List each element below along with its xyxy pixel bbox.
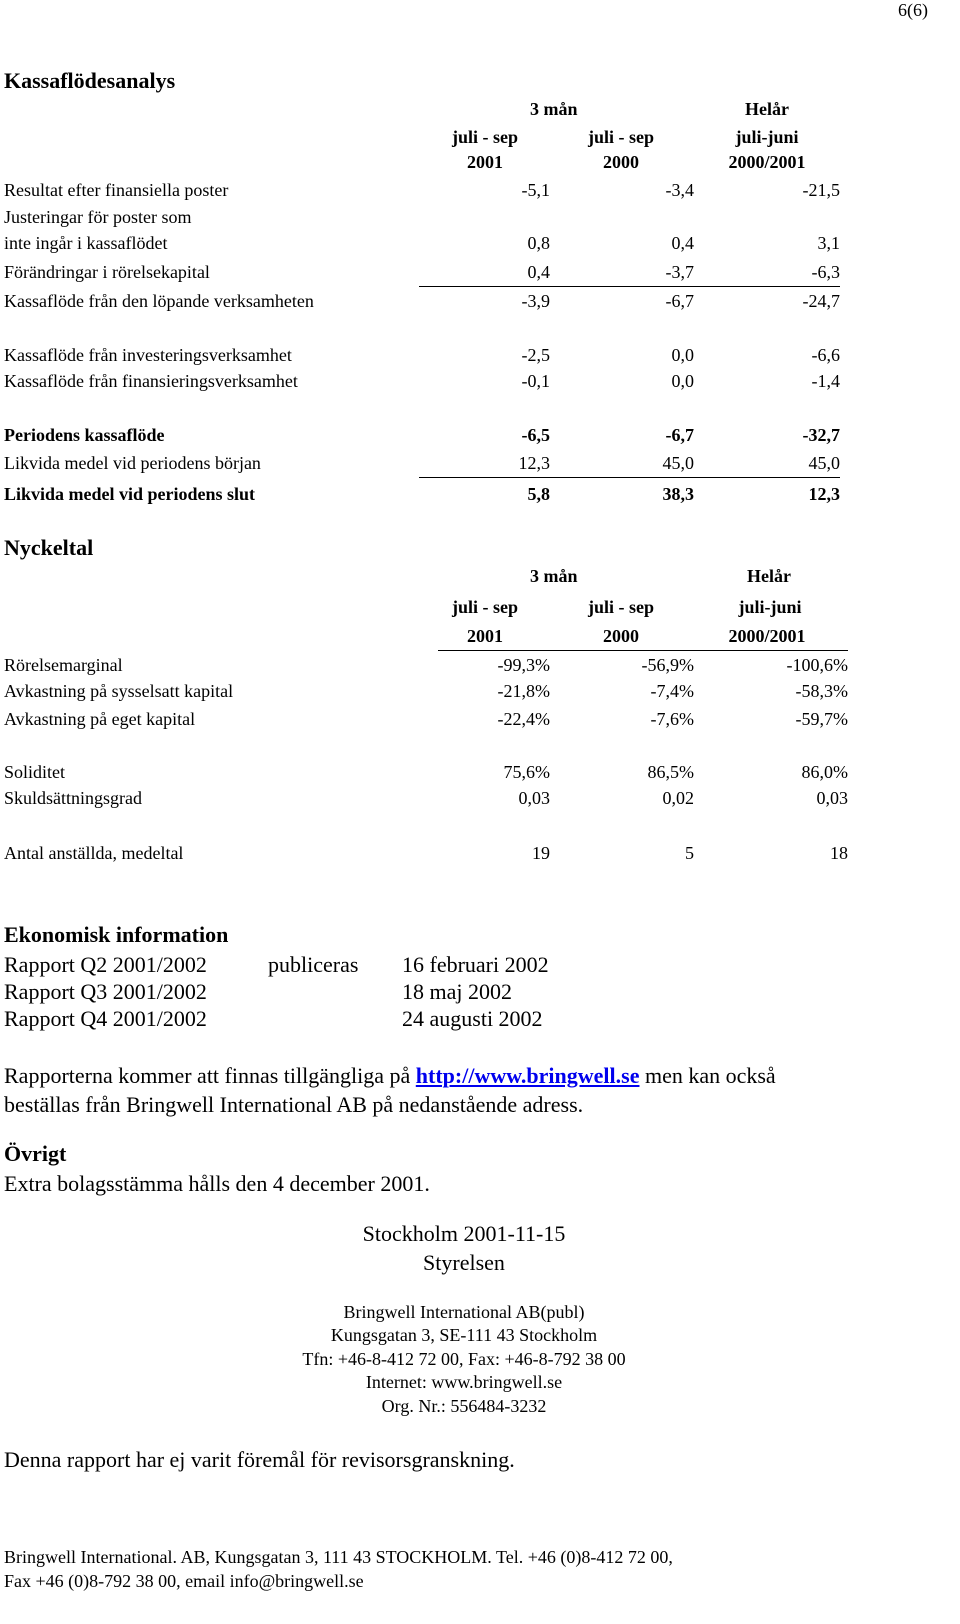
table-cell: 5 <box>685 843 694 863</box>
table-cell: -7,6% <box>650 709 694 729</box>
table-cell: 5,8 <box>527 484 550 504</box>
table-row-label: Periodens kassaflöde <box>4 425 165 445</box>
cashflow-col2-year: 2000 <box>603 152 639 172</box>
address-org-number: Org. Nr.: 556484-3232 <box>381 1396 547 1416</box>
table-row-label: Rörelsemarginal <box>4 655 123 675</box>
report-name: Rapport Q3 2001/2002 <box>4 979 207 1004</box>
cashflow-title: Kassaflödesanalys <box>4 68 176 93</box>
divider <box>419 477 840 478</box>
keyfigures-group-helar: Helår <box>747 566 791 586</box>
cashflow-col3-year: 2000/2001 <box>728 152 806 172</box>
table-cell: -56,9% <box>641 655 694 675</box>
table-row-label: Kassaflöde från finansieringsverksamhet <box>4 371 298 391</box>
table-cell: 0,4 <box>527 262 550 282</box>
report-name: Rapport Q4 2001/2002 <box>4 1006 207 1031</box>
table-row-label: Antal anställda, medeltal <box>4 843 184 863</box>
cashflow-group-3man: 3 mån <box>530 99 578 119</box>
table-cell: -1,4 <box>811 371 840 391</box>
keyfigures-col2-year: 2000 <box>603 626 639 646</box>
page-number: 6(6) <box>898 0 928 20</box>
divider <box>438 650 848 651</box>
keyfigures-col1-period: juli - sep <box>451 597 518 617</box>
divider <box>419 286 840 287</box>
table-cell: -6,7 <box>665 425 694 445</box>
table-cell: -99,3% <box>497 655 550 675</box>
table-cell: -58,3% <box>795 681 848 701</box>
table-cell: -21,5 <box>802 180 840 200</box>
table-row-label: Skuldsättningsgrad <box>4 788 142 808</box>
table-cell: -6,7 <box>665 291 694 311</box>
table-cell: -5,1 <box>521 180 550 200</box>
website-link[interactable]: http://www.bringwell.se <box>415 1063 640 1088</box>
other-title: Övrigt <box>4 1141 67 1166</box>
table-cell: -3,4 <box>665 180 694 200</box>
keyfigures-group-3man: 3 mån <box>530 566 578 586</box>
table-cell: -3,7 <box>665 262 694 282</box>
address-internet: Internet: www.bringwell.se <box>365 1372 563 1392</box>
table-cell: 0,4 <box>671 233 694 253</box>
table-cell: 0,8 <box>527 233 550 253</box>
table-cell: 0,02 <box>662 788 694 808</box>
table-cell: 0,0 <box>671 345 694 365</box>
other-text: Extra bolagsstämma hålls den 4 december 2001. <box>4 1171 430 1196</box>
footer-line2: Fax +46 (0)8-792 38 00, email info@bringwell.se <box>4 1571 364 1591</box>
table-cell: 86,0% <box>801 762 848 782</box>
cashflow-col3-period: juli-juni <box>735 127 799 147</box>
audit-note: Denna rapport har ej varit föremål för revisorsgranskning. <box>4 1447 515 1472</box>
economic-info-title: Ekonomisk information <box>4 922 229 947</box>
table-row-label: Likvida medel vid periodens slut <box>4 484 256 504</box>
report-verb: publiceras <box>268 952 359 977</box>
table-cell: -6,5 <box>521 425 550 445</box>
table-cell: 19 <box>532 843 550 863</box>
table-row-label: inte ingår i kassaflödet <box>4 233 168 253</box>
table-cell: -100,6% <box>786 655 848 675</box>
availability-pre: Rapporterna kommer att finnas tillgängliga på <box>4 1063 411 1088</box>
report-name: Rapport Q2 2001/2002 <box>4 952 207 977</box>
report-date: 24 augusti 2002 <box>402 1006 543 1031</box>
cashflow-col1-year: 2001 <box>467 152 503 172</box>
availability-text <box>4 1063 776 1089</box>
signature-place-date: Stockholm 2001-11-15 <box>362 1221 566 1246</box>
table-cell: -24,7 <box>802 291 840 311</box>
address-company: Bringwell International AB(publ) <box>343 1302 585 1322</box>
keyfigures-title: Nyckeltal <box>4 535 94 560</box>
table-cell: -59,7% <box>795 709 848 729</box>
table-row-label: Kassaflöde från den löpande verksamheten <box>4 291 314 311</box>
table-cell: -32,7 <box>802 425 840 445</box>
table-cell: 3,1 <box>817 233 840 253</box>
keyfigures-col3-period: juli-juni <box>738 597 802 617</box>
report-date: 18 maj 2002 <box>402 979 512 1004</box>
table-cell: 75,6% <box>503 762 550 782</box>
table-cell: -2,5 <box>521 345 550 365</box>
table-cell: 12,3 <box>518 453 550 473</box>
table-row-label: Justeringar för poster som <box>4 207 192 227</box>
address-street: Kungsgatan 3, SE-111 43 Stockholm <box>330 1325 598 1345</box>
table-cell: -0,1 <box>521 371 550 391</box>
table-row-label: Soliditet <box>4 762 66 782</box>
table-cell: 18 <box>830 843 848 863</box>
table-cell: -7,4% <box>650 681 694 701</box>
cashflow-col2-period: juli - sep <box>587 127 654 147</box>
footer-line1: Bringwell International. AB, Kungsgatan 3, 111 43 STOCKHOLM. Tel. +46 (0)8-412 72 00, <box>4 1547 673 1567</box>
availability-line2: beställas från Bringwell International AB på nedanstående adress. <box>4 1092 584 1117</box>
table-cell: -6,6 <box>811 345 840 365</box>
report-date: 16 februari 2002 <box>402 952 549 977</box>
cashflow-group-helar: Helår <box>745 99 789 119</box>
table-cell: 45,0 <box>808 453 840 473</box>
signature-signer: Styrelsen <box>423 1250 505 1275</box>
table-cell: 86,5% <box>647 762 694 782</box>
table-row-label: Kassaflöde från investeringsverksamhet <box>4 345 292 365</box>
table-cell: 0,0 <box>671 371 694 391</box>
availability-post: men kan också <box>644 1063 776 1088</box>
table-cell: -22,4% <box>497 709 550 729</box>
table-cell: 0,03 <box>816 788 848 808</box>
table-row-label: Resultat efter finansiella poster <box>4 180 229 200</box>
table-row-label: Avkastning på eget kapital <box>4 709 196 729</box>
keyfigures-col1-year: 2001 <box>467 626 503 646</box>
table-cell: 38,3 <box>662 484 694 504</box>
keyfigures-col2-period: juli - sep <box>587 597 654 617</box>
table-row-label: Avkastning på sysselsatt kapital <box>4 681 234 701</box>
keyfigures-col3-year: 2000/2001 <box>728 626 806 646</box>
table-cell: 12,3 <box>808 484 840 504</box>
cashflow-col1-period: juli - sep <box>451 127 518 147</box>
table-row-label: Förändringar i rörelsekapital <box>4 262 210 282</box>
table-row-label: Likvida medel vid periodens början <box>4 453 261 473</box>
address-phone: Tfn: +46-8-412 72 00, Fax: +46-8-792 38 00 <box>302 1349 626 1369</box>
table-cell: -21,8% <box>497 681 550 701</box>
table-cell: 45,0 <box>662 453 694 473</box>
table-cell: 0,03 <box>518 788 550 808</box>
table-cell: -3,9 <box>521 291 550 311</box>
table-cell: -6,3 <box>811 262 840 282</box>
